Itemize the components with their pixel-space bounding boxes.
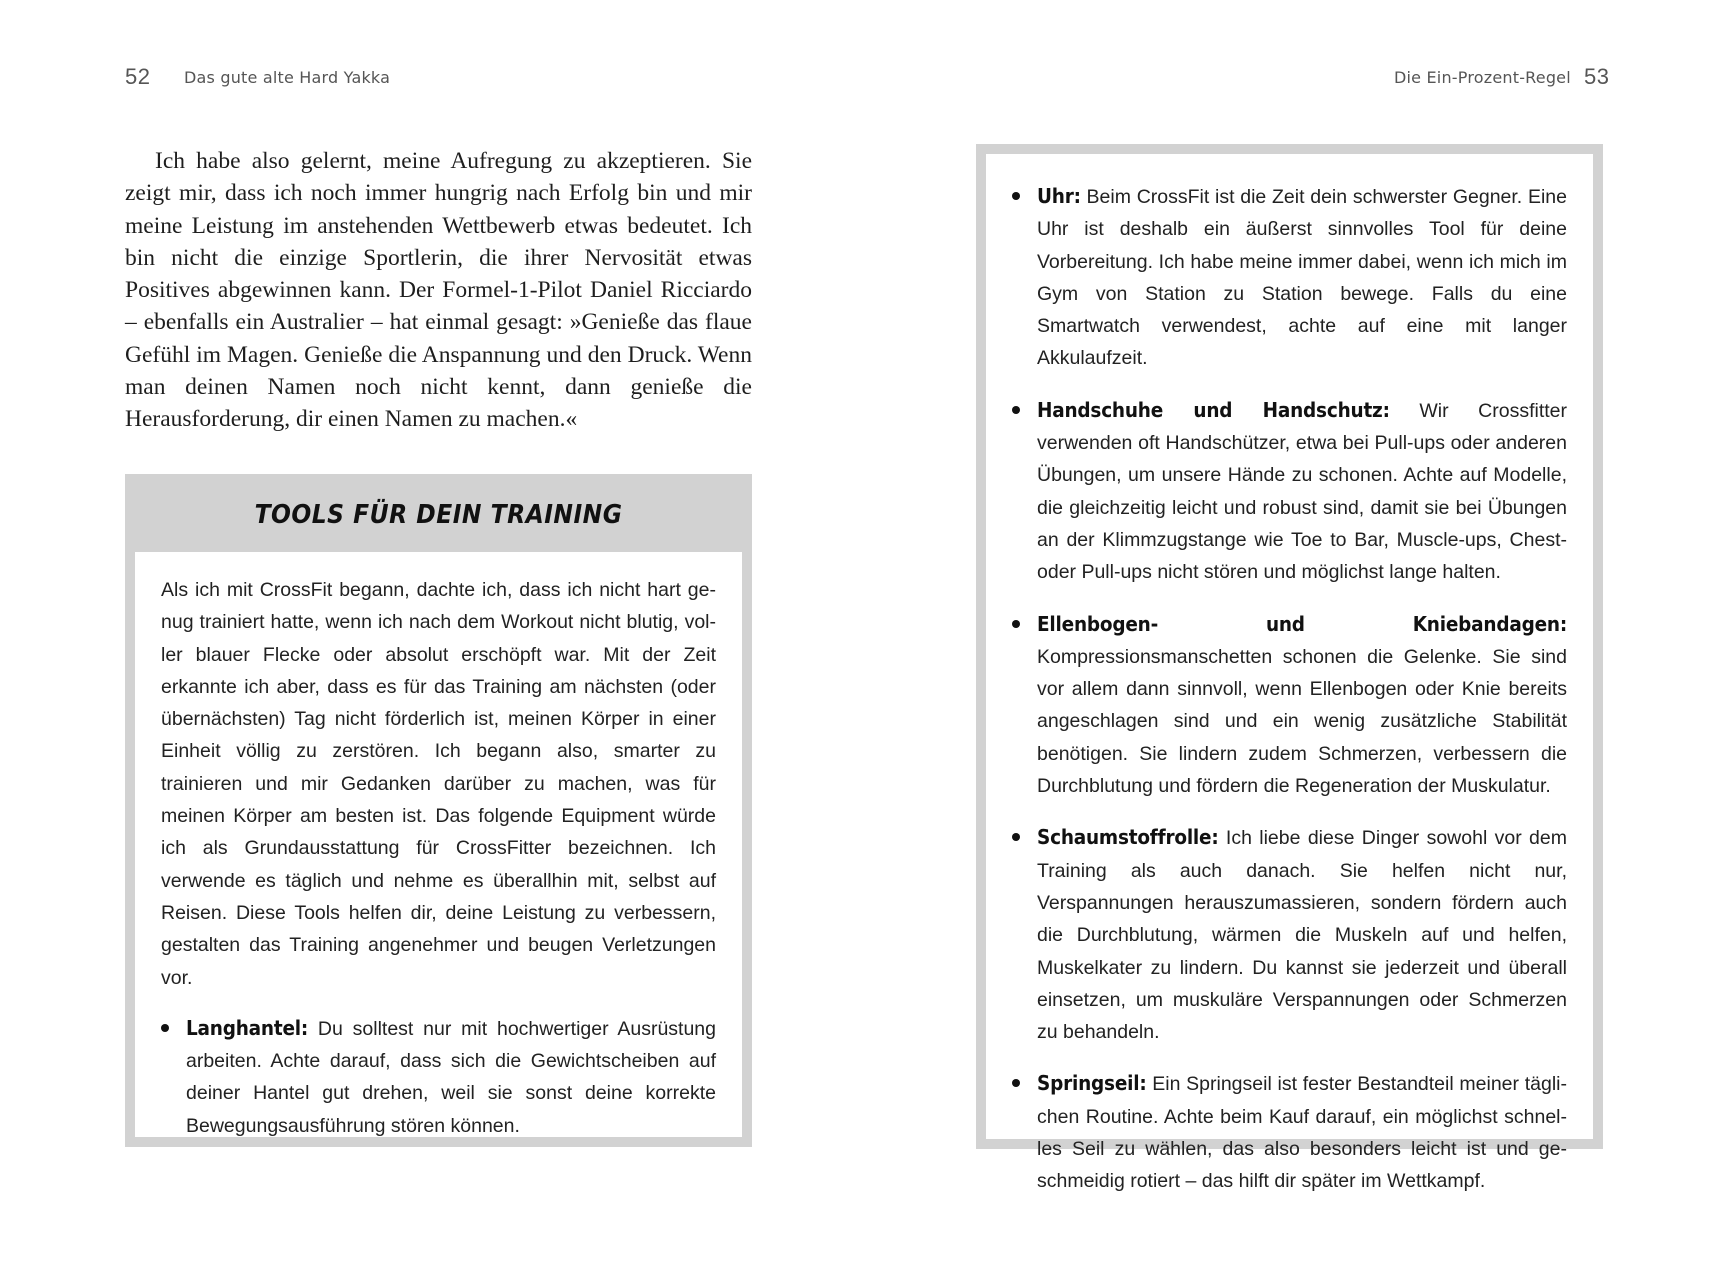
list-item	[1012, 1067, 1567, 1197]
list-item	[161, 1012, 716, 1142]
tools-box-content	[135, 552, 742, 1142]
list-item	[1012, 821, 1567, 1048]
list-item	[1012, 608, 1567, 803]
page-number-right: 53	[1584, 64, 1610, 89]
tools-list-right	[1012, 180, 1567, 1198]
bullet-icon	[1012, 192, 1020, 200]
bullet-icon	[1012, 620, 1020, 628]
tool-description: Wir Crossfitter verwenden oft Handschützer, etwa bei Pull-ups oder anderen Übungen, um unsere Hände zu schonen. Achte auf Modelle, die gleichzeitig leicht und robust sind, damit sie bei Übungen an der Klimmzugstange wie Toe to Bar, Muscle-ups, Chest- oder Pull-ups nicht stören und möglichst lange halten.	[1037, 399, 1567, 584]
bullet-icon	[1012, 406, 1020, 414]
tool-description: Kompressionsmanschetten schonen die Gelenke. Sie sind vor allem dann sinnvoll, wenn Ellenbogen oder Knie bereits angeschlagen sind und ein wenig zusätzliche Stabilität benötigen. Sie lindern zudem Schmerzen, verbessern die Durchblutung und fördern die Regeneration der Muskulatur.	[1037, 645, 1567, 798]
tool-name: Schaumstoffrolle:	[1037, 825, 1219, 850]
tool-description: Ich liebe diese Dinger sowohl vor dem Training als auch danach. Sie helfen nicht nur, Verspannungen herauszumassieren, sondern fördern auch die Durchblutung, wärmen die Muskeln auf und helfen, Muskelkater zu lindern. Du kannst sie jederzeit und überall einsetzen, um muskuläre Verspannungen oder Schmerzen zu behandeln.	[1037, 827, 1567, 1044]
tool-name: Springseil:	[1037, 1071, 1147, 1096]
bullet-icon	[161, 1024, 169, 1032]
body-paragraph: Ich habe also gelernt, meine Aufregung zu akzeptieren. Sie zeigt mir, dass ich noch immer hungrig nach Erfolg bin und mir meine Leistung im anstehenden Wettbewerb etwas bedeutet. Ich bin nicht die einzige Sportlerin, die ihrer Nervosität etwas Positives abgewinnen kann. Der Formel-1-Pilot Daniel Ricciardo – ebenfalls ein Australier – hat einmal gesagt: »Genieße das flaue Gefühl im Magen. Genieße die Anspannung und den Druck. Wenn man deinen Namen noch nicht kennt, dann genieße die Herausforderung, dir einen Namen zu machen.«	[125, 148, 752, 433]
list-item	[1012, 394, 1567, 589]
tool-name: Uhr:	[1037, 184, 1081, 208]
tools-list-left	[161, 1012, 716, 1142]
running-title-right: Die Ein-Prozent-Regel	[1394, 68, 1571, 87]
bullet-icon	[1012, 833, 1020, 841]
left-page	[0, 0, 856, 1270]
tool-name: Ellenbogen- und Kniebandagen:	[1037, 611, 1567, 636]
tool-name: Langhantel:	[186, 1015, 309, 1040]
tool-name: Handschuhe und Handschutz:	[1037, 397, 1390, 422]
page-number-left: 52	[125, 64, 151, 89]
tools-box-continued	[976, 144, 1603, 1193]
tool-description: Ein Springseil ist fester Bestandteil meiner täglichen Routine. Achte beim Kauf darauf, ein möglichst schnelles Seil zu wählen, das also besonders leicht ist und geschmeidig rotiert – das hilft dir später im Wettkampf.	[1037, 1073, 1567, 1193]
tool-description: Beim CrossFit ist die Zeit dein schwerster Gegner. Eine Uhr ist deshalb ein äußerst sinnvolles Tool für deine Vorbereitung. Ich habe meine immer dabei, wenn ich mich im Gym von Station zu Station bewege. Falls du eine Smartwatch verwendest, achte auf eine mit langer Akkulaufzeit.	[1037, 186, 1567, 370]
tools-box-continued-content	[986, 154, 1593, 1198]
tools-box	[125, 474, 752, 1147]
tool-description: Du solltest nur mit hochwertiger Ausrüstung arbeiten. Achte darauf, dass sich die Gewichtscheiben auf deiner Hantel gut drehen, weil sie sonst deine korrekte Bewegungsausführung stören können.	[186, 1017, 716, 1137]
list-item	[1012, 180, 1567, 375]
bullet-icon	[1012, 1079, 1020, 1087]
running-title-left: Das gute alte Hard Yakka	[184, 68, 391, 87]
tools-box-title: TOOLS FÜR DEIN TRAINING	[135, 484, 742, 552]
tools-intro: Als ich mit CrossFit begann, dachte ich, dass ich nicht hart genug trainiert hatte, wenn ich nach dem Workout nicht blutig, voller blauer Flecke oder absolut erschöpft war. Mit der Zeit erkannte ich aber, dass es für das Training am nächsten (oder übernächsten) Tag nicht förderlich ist, meinen Körper in einer Einheit völlig zu zerstören. Ich begann also, smarter zu trainieren und mir Gedanken darüber zu machen, was für meinen Körper am besten ist. Das folgende Equipment würde ich als Grundausstattung für CrossFitter bezeichnen. Ich verwende es täglich und nehme es überallhin mit, selbst auf Reisen. Diese Tools helfen dir, deine Leistung zu verbessern, gestalten das Training angenehmer und beugen Verletzungen vor.	[161, 579, 716, 989]
